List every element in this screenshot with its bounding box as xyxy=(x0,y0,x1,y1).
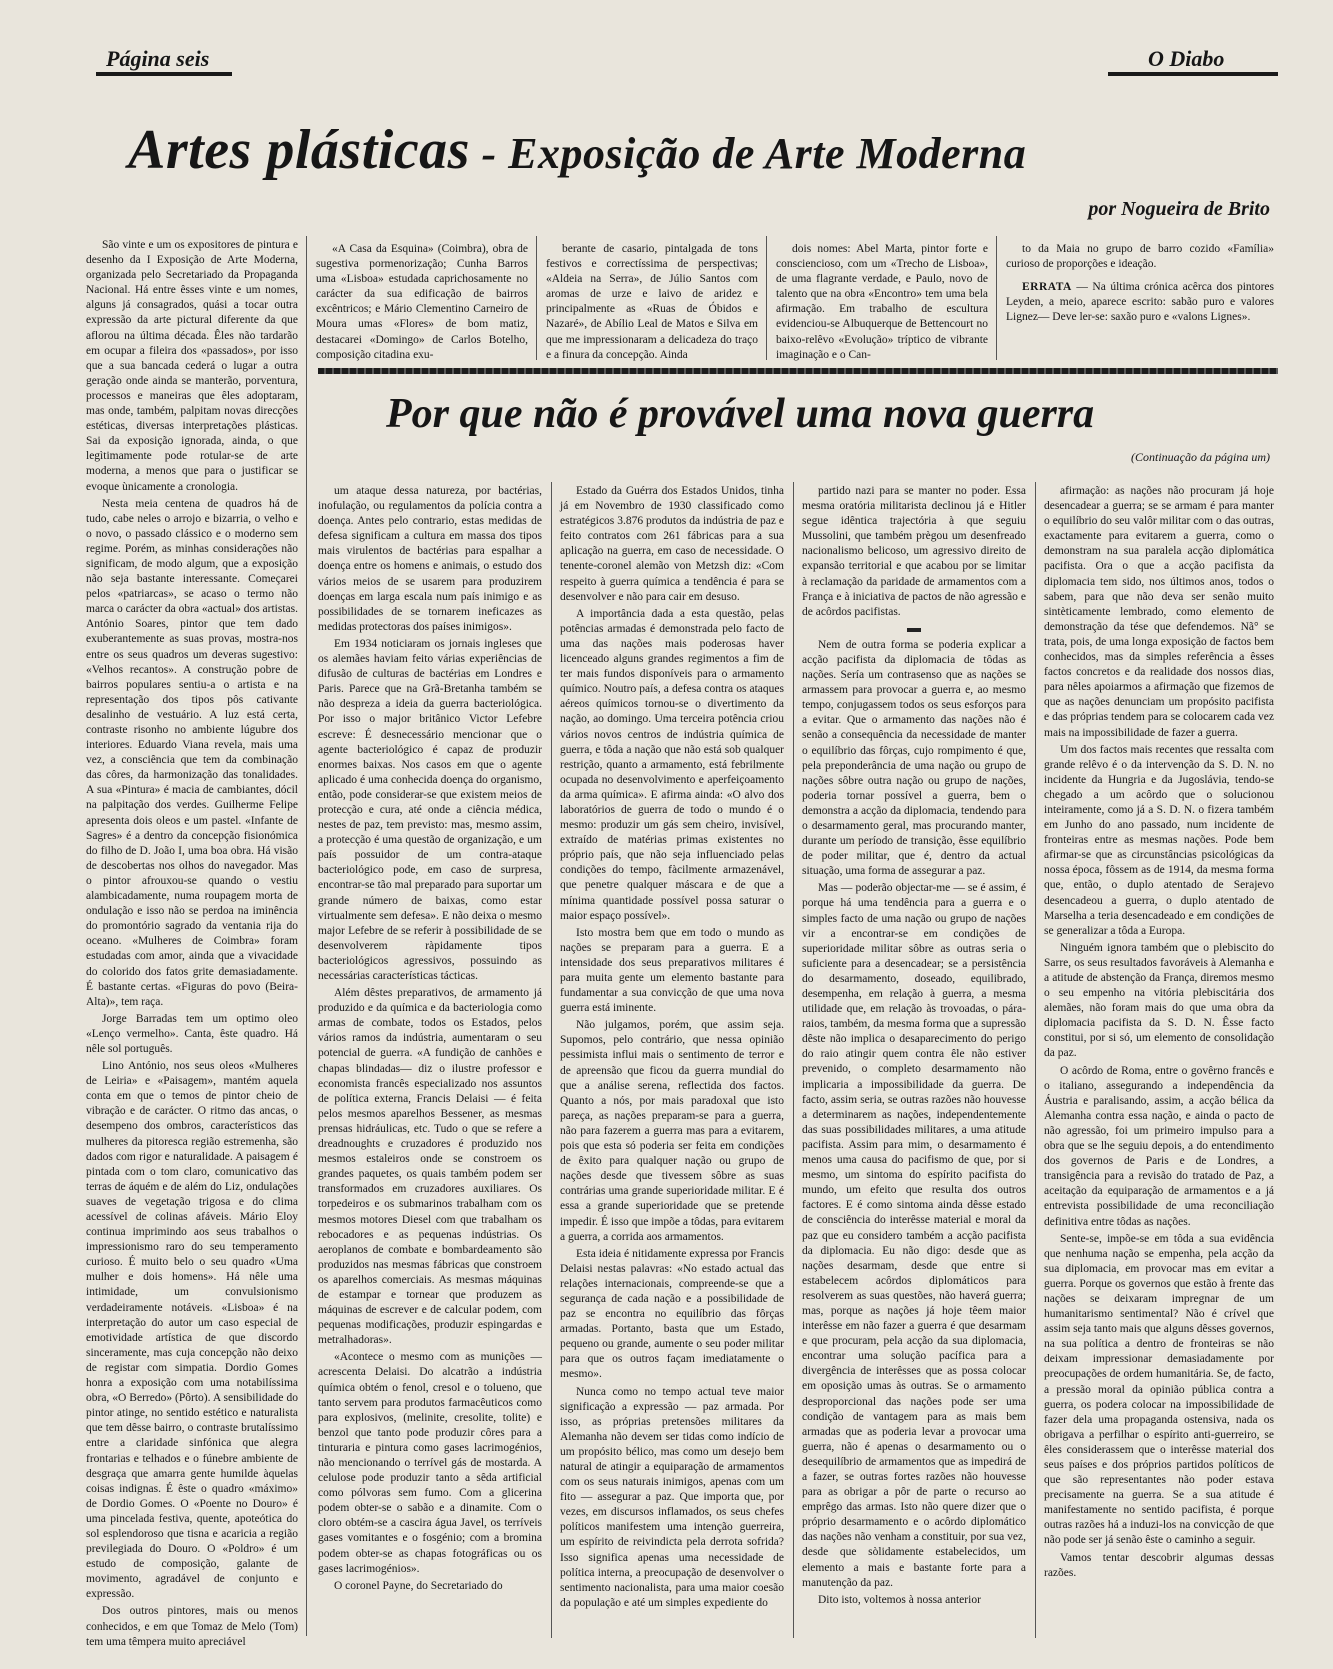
errata-label: ERRATA xyxy=(1022,281,1072,294)
article1-column-5 xyxy=(1006,242,1274,360)
paragraph: São vinte e um os expositores de pintura e desenho da I Exposição de Arte Moderna, organizada pelo Secretariado da Propaganda Nacional. Há entre êsses vinte e um nomes, alguns já consagrados, quási a tocar outra expressão da arte pictural diferente da que aflorou na última década. Êles não tardarão em ocupar a fileira dos «passados», por isso que a sua bancada cederá o lugar a outra geração onde ainda se manterão, porventura, processos e maneiras que êles adoptaram, mas onde, também, palpitam novas direcções estéticas, diversas interpretações plásticas. Sai da exposição ignorada, ainda, o que legìtimamente pode rotular-se de arte moderna, a menos que para o justificar se evoque ùnicamente a cronologia. xyxy=(86,239,298,493)
headline-sub: - Exposição de Arte Moderna xyxy=(469,129,1027,178)
column-divider xyxy=(1035,482,1036,1638)
continuation-note: (Continuação da página um) xyxy=(1131,450,1270,464)
paragraph: «A Casa da Esquina» (Coimbra), obra de sugestiva pormenorização; Cunha Barros uma «Lisboa» estudada caprichosamente no carácter da sua edificação de bairros excêntricos; e Mário Clementino Carneiro de Moura umas «Flores» de bom matiz, destacarei «Domingo» de Carlos Botelho, composição citadina exu- xyxy=(316,243,528,361)
paragraph: Isto mostra bem que em todo o mundo as nações se preparam para a guerra. E a intensidade dos seus preparativos militares é para muita gente um elemento bastante para fundamentar a sua convicção de que uma nova guerra está iminente. xyxy=(560,926,784,1015)
paragraph: Nunca como no tempo actual teve maior significação a expressão — paz armada. Por isso, as próprias pretensões militares da Alemanha não devem ser tidas como indício de um propósito bélico, mas como um desejo bem natural de atingir a equiparação de armamentos com os seus naturais inimigos, apenas com um fito — assegurar a paz. Que importa que, por vezes, em discursos inflamados, os seus chefes políticos manifestem uma intenção guerreira, um espírito de reivindicta pela derrota sofrida? Isso significa apenas uma necessidade de política interna, a preocupação de desenvolver o sentimento nacionalista, para uma maior coesão da população e até um simples expediente do xyxy=(560,1385,784,1609)
header-rule-right xyxy=(1108,72,1278,76)
column-divider xyxy=(306,236,307,1636)
article2-column-3 xyxy=(802,484,1026,1638)
header-rule-left xyxy=(96,72,232,76)
paragraph: berante de casario, pintalgada de tons festivos e correctíssima de perspectivas; «Aldeia na Serra», de Júlio Santos com aromas de urze e laivo de aridez e principalmente as «Ruas de Óbidos e Nazaré», de Abílio Leal de Matos e Silva em que me impressionaram a delicadeza do traço e a finura da concepção. Ainda xyxy=(546,243,758,361)
paragraph: partido nazi para se manter no poder. Essa mesma oratória militarista declinou já e Hitler segue idêntica trajectória à que seguiu Mussolini, que também prègou um desenfreado nacionalismo belicoso, um agressivo direito de expansão territorial e que acabou por se limitar à reclamação da paridade de armamentos com a França e à iniciativa de pactos de não agressão e de acôrdos pacifistas. xyxy=(802,485,1026,618)
paragraph: dois nomes: Abel Marta, pintor forte e consciencioso, com um «Trecho de Lisboa», de uma flagrante verdade, e Paulo, novo de talento que na obra «Encontro» tem uma bela afirmação. Em trabalho de escultura evidenciou-se Albuquerque de Bettencourt no baixo-relêvo «Evolução» tríptico de vibrante imaginação e o Can- xyxy=(776,243,988,361)
paragraph: Além dêstes preparativos, de armamento já produzido e da química e da bacteriologia como armas de combate, todos os Estados, pelos vários ramos da indústria, aumentaram o seu potencial de guerra. «A fundição de canhões e chapas blindadas— diz o ilustre professor e economista francês especializado nos assuntos de política externa, Francis Delaisi — é feita pelos mesmos aparelhos Bessener, as mesmas prensas hidráulicas, etc. Tudo o que se refere a dreadnoughts e cruzadores é produzido nos mesmos estaleiros onde se constroem os grandes paquetes, os quais também podem ser transformados em cruzadores auxiliares. Os torpedeiros e os submarinos trabalham com os mesmos motores Diesel com que trabalham os rebocadores e as pequenas indústrias. Os aeroplanos de combate e bombardeamento são produzidos nas mesmas fábricas que constroem os aparelhos comerciais. As mesmas máquinas de estampar e tornear que produzem as máquinas de escrever e de calcular podem, com pequenas modificações, produzir espingardas e metralhadoras». xyxy=(318,987,542,1347)
article1-column-4 xyxy=(776,242,988,361)
paragraph: A importância dada a esta questão, pelas potências armadas é demonstrada pelo facto de uma das nações mais poderosas haver licenceado alguns grandes regimentos a fim de ter mais fundos disponíveis para o armamento químico. Noutro país, a defesa contra os ataques aéreos químicos tornou-se o divertimento da nação, ao domingo. Uma terceira potência criou vários novos centros de indústria química de guerra, e tôda a nação que não está sob qualquer restrição, quanto a armamento, está febrilmente ocupada no desenvolvimento e aperfeiçoamento da arma química». E afirma ainda: «O alvo dos laboratórios de guerra de todo o mundo é o mesmo: produzir um gás sem cheiro, invisível, extraído de matérias primas existentes no próprio país, que não seja influenciado pelas condições do tempo, fàcilmente armazenável, que penetre qualquer máscara e de que a mínima quantidade possível possa saturar o maior espaço possível». xyxy=(560,607,784,922)
paragraph: O coronel Payne, do Secretariado do xyxy=(334,1579,503,1592)
paragraph: Lino António, nos seus oleos «Mulheres de Leiria» e «Paisagem», mantém aquela conta em que o temos de pintor cheio de vibração e de carácter. O ritmo das ancas, o desempeno dos ombros, característicos das mulheres da pitoresca região estremenha, são dados com rigor e naturalidade. A paisagem é pintada com o tom claro, comunicativo das terras de áquém e de além do Liz, ondulações suaves de vegetação trigosa e do clima acessível de colinas afáveis. Mário Eloy continua imprimindo aos seus trabalhos o impressionismo raro do seu temperamento curioso. É muito belo o seu quadro «Uma mulher e dois homens». Há nêle uma intimidade, um convulsionismo verdadeiramente notáveis. «Lisboa» é na interpretação do autor um caso especial de emotividade artística de que discordo sinceramente, mas cuja concepção não deixo de registar com simpatia. Dordio Gomes honra a exposição com uma notabilíssima obra, «O Berredo» (Pôrto). A sensibilidade do pintor atinge, no sentido estético e naturalista que tem dêsse bairro, o contraste brutalíssimo entre a claridade sinfónica que alegra frontarias e telhados e o fúnebre ambiente de desgraça que amarra gente humilde àquelas coisas indignas. É êste o quadro «máximo» de Dordio Gomes. O «Poente no Douro» é uma pincelada festiva, quente, apoteótica do sol esplendoroso que tisna e acaricia a região previlegiada do Douro. O «Poldro» é um estudo de composição, galante de movimento, agradável de conjunto e expressão. xyxy=(86,1060,298,1601)
page-number-label: Página seis xyxy=(106,46,210,71)
section-separator-mark xyxy=(907,628,921,632)
paragraph: afirmação: as nações não procuram já hoje desencadear a guerra; se se armam é para manter o equilíbrio do seu valôr militar com o das outras, exactamente para evitarem a guerra, como o demonstram na sua paralela acção diplomática pacifista. Ora o que a acção pacifista da diplomacia tem sido, nos últimos anos, todos o sabem, para que não deva ser senão muito sintèticamente lembrado, como elemento de demonstração da tése que defendemos. Nã° se trata, pois, de uma longa exposição de factos bem conhecidos, mas da simples referência a êsses factos concretos e da realidade dos nossos dias, para nêles apoiarmos a afirmação que fizemos de que as nações denunciam um propósito pacifista e das próprias tendem para se colocarem cada vez mais na impossibilidade de fazer a guerra. xyxy=(1044,485,1274,739)
paragraph: O acôrdo de Roma, entre o govêrno francês e o italiano, assegurando a independência da Áustria e paralisando, assim, a acção bélica da Alemanha contra essa nação, e ainda o pacto de não agressão, foi um primeiro impulso para a obra que se lhe seguiu depois, a do entendimento dos governos de Paris e de Londres, a transigência para a revisão do tratado de Paz, a aceitação da equiparação de armamentos e a já entrevista possibilidade de uma reconciliação definitiva entre tôdas as nações. xyxy=(1044,1064,1274,1228)
masthead-title: O Diabo xyxy=(1148,46,1225,71)
paragraph: Sente-se, impõe-se em tôda a sua evidência que nenhuma nação se empenha, pela acção da sua diplomacia, em provocar mas em evitar a guerra. Porque os governos que estão à frente das nações se deixaram impregnar de um humanitarismo sentimental? Não é crível que assim seja tanto mais que alguns dêsses governos, na sua política a dentro de fronteiras se não deixam impressionar demasiadamente por preocupações de ordem humanitária. Se, de facto, a pressão moral da opinião pública contra a guerra, os podera colocar na impossibilidade de fazer dela uma propaganda ostensiva, nada os obrigava a perfilhar o espírito anti-guerreiro, se êles considerassem que o interêsse material dos seus países e dos próprios partidos políticos de que são representantes não poder estava precisamente na guerra. Se a sua atitude é manifestamente no sentido pacifista, é porque outras razões há a induzi-los na convicção de que não pode ser já senão êste o caminho a seguir. xyxy=(1044,1232,1274,1547)
column-divider xyxy=(793,482,794,1638)
paragraph: «Acontece o mesmo com as munições — acrescenta Delaisi. Do alcatrão a indústria química obtém o fenol, cresol e o tolueno, que tanto servem para produtos farmacêuticos como para explosivos, (melinite, cresolite, tolite) e benzol que tanto pode produzir côres para a tinturaria e pintura como gases lacrimogénios, não mencionando o terrível gás de mostarda. A celulose pode produzir tanto a sêda artificial como pólvoras sem fumo. Com a glicerina podem obter-se o sabão e a dinamite. Com o cloro obtém-se a cascira água Javel, os terríveis gases vomitantes e o fosgénio; com a bromina podem obter-se as chapas fotográficas ou os gases lacrimogénios». xyxy=(318,1351,542,1575)
paragraph: Dos outros pintores, mais ou menos conhecidos, e em que Tomaz de Melo (Tom) tem uma têmpera muito apreciável xyxy=(86,1605,298,1648)
column-divider xyxy=(536,236,537,360)
paragraph: Estado da Guérra dos Estados Unidos, tinha já em Novembro de 1930 classificado como estratégicos 3.876 produtos da indústria de paz e feito contratos com 261 fábricas para a sua aplicação na guerra, em caso de necessidade. O tenente-coronel alemão von Metzsh diz: «Com respeito à guerra química a tendência é para se desenvolver e não para cair em desuso. xyxy=(560,485,784,603)
article2-column-4 xyxy=(1044,484,1274,1638)
paragraph: to da Maia no grupo de barro cozido «Família» curioso de proporções e ideação. xyxy=(1006,243,1274,271)
section-divider-band xyxy=(318,368,1278,374)
paragraph: Jorge Barradas tem um optimo oleo «Lenço vermelho». Canta, êste quadro. Há nêle sol português. xyxy=(86,1012,298,1055)
paragraph: um ataque dessa natureza, por bactérias, inofulação, ou regulamentos da polícia contra a doença. Antes pelo contrario, estas medidas de defesa significam a cultura em massa dos tipos mais virulentos de bactérias para espalhar a doença entre os homens e animais, o estudo dos vários meios de se usarem para produzirem doenças em larga escala num país inimigo e as possibilidades de se tornarem ineficazes as medidas protectoras dos países inimigos». xyxy=(318,485,542,633)
paragraph: Em 1934 noticiaram os jornais ingleses que os alemães haviam feito várias experiências de difusão de culturas de bactérias em Londres e Paris. Parece que na Grã-Bretanha também se não despreza a ideia da guerra bacteriológica. Por isso o major britânico Victor Lefebre escreve: É desnecessário mencionar que o agente bacteriológico é capaz de produzir enormes baixas. Nos casos em que o agente aplicado é uma conhecida doença do organismo, então, pode considerar-se que existem meios de protecção e cura, até onde a ciência médica, nestes de paz, tem previsto: mas, mesmo assim, a protecção é uma questão de organização, e um país possuidor de um contra-ataque bacteriológico pode, em caso de surpresa, encontrar-se tão mal preparado para suportar um grande número de baixas, como estar virtualmente sem defesa». E não deixa o mesmo major Lefebre de se referir à possibilidade de se desenvolverem ràpidamente tipos bacteriológicos agressivos, possuindo as necessárias características tácticas. xyxy=(318,637,542,982)
article2-column-2 xyxy=(560,484,784,1638)
errata-text: — Na última crónica acêrca dos pintores Leyden, a meio, aparece escrito: sabão puro e valores Lignez— Deve ler-se: saxão puro e «valons Lignes». xyxy=(1006,281,1274,324)
headline-main: Artes plásticas xyxy=(128,119,470,181)
paragraph: Um dos factos mais recentes que ressalta com grande relêvo é o da intervenção da S. D. N. no incidente da Hungria e da Jugoslávia, tendo-se chegado a um acôrdo que o solucionou inteiramente, como já a S. D. N. o fizera também em Junho do ano passado, num incidente de fronteiras entre as mesmas nações. Pode bem afirmar-se que as circunstâncias psicológicas da nossa época, fôssem as de 1914, da mesma forma que, então, o duplo atentado de Serajevo desencadeou a guerra, o duplo atentado de Marselha a teria desencadeado e em condições de se generalizar a tôda a Europa. xyxy=(1044,743,1274,937)
paragraph: Dito isto, voltemos à nossa anterior xyxy=(818,1593,981,1606)
article1-column-1 xyxy=(86,238,299,1648)
article2-headline: Por que não é provável uma nova guerra xyxy=(386,391,1095,437)
article1-column-2 xyxy=(316,242,528,361)
column-divider xyxy=(996,236,997,360)
article1-column-3 xyxy=(546,242,758,361)
article2-column-1 xyxy=(318,484,542,1638)
column-divider xyxy=(766,236,767,360)
paragraph: Não julgamos, porém, que assim seja. Supomos, pelo contrário, que nessa opinião pessimista influi mais o sentimento de terror e de apreensão que ficou da guerra mundial do que a análise serena, reflectida dos factos. Quanto a nós, por mais paradoxal que isto pareça, as nações preparam-se para a guerra, não para fazerem a guerra mas para a evitarem, pois que esta só poderia ser feita em condições de êxito para qualquer nação ou grupo de nações desde que tivessem sôbre as suas contrárias uma grande superioridade militar. E é essa a grande superioridade que se pretende impedir. É isso que impõe a tôdas, para evitarem a guerra, a corrida aos armamentos. xyxy=(560,1019,784,1243)
article-headline xyxy=(128,108,1248,192)
paragraph: Mas — poderão objectar-me — se é assim, é porque há uma tendência para a guerra e o simples facto de uma nação ou grupo de nações vir a encontrar-se em condições de superioridade militar sôbre as outras seria o suficiente para a desencadear; se a persistência do desarmamento, doseado, equilibrado, desempenha, em relação à guerra, a mesma utilidade que, em relação às trovoadas, o pára-raios, também, da mesma forma que a supressão dêste não implica o desaparecimento do perigo do raio atingir quem contra êle não estiver prevenido, o completo desarmamento não implicaria a impossibilidade da guerra. De facto, assim seria, se outras razões não houvesse a determinarem as nações, independentemente das suas possibilidades militares, a uma atitude pacifista. Assim para mim, o desarmamento é menos uma causa do pacifismo de que, por si mesmo, um sintoma do espírito pacifista do mundo, um efeito que resulta dos outros factores. E é como sintoma ainda dêsse estado de consciência do interêsse material e moral da paz que eu considero também a acção pacifista da diplomacia. Eu não digo: desde que as nações desarmam, desde que entre si estabelecem acôrdos diplomáticos para resolverem as suas questões, não haverá guerra; mas, porque as nações já hoje têem maior interêsse em não fazer a guerra é que desarmam e que procuram, pela acção da sua diplomacia, encontrar uma solução pacífica para a divergência de interêsses que as possa colocar em oposição umas às outras. Se o armamento desproporcional das nações pode ser uma condição de vantagem para as mais bem armadas que as poderia levar a provocar uma guerra, não é apenas o desarmamento ou o desequilíbrio de armamentos que as impedirá de a fazer, se outras fortes razões não houvesse para as obrigar a pôr de parte o recurso ao emprêgo das armas. Isto não quere dizer que o próprio desarmamento e o acôrdo diplomático das nações não venham a constituir, por sua vez, desde que sòlidamente estabelecidos, um elemento a mais e bastante forte para a manutenção da paz. xyxy=(802,882,1026,1589)
column-divider xyxy=(551,482,552,1638)
paragraph: Vamos tentar descobrir algumas dessas razões. xyxy=(1044,1551,1274,1579)
paragraph: Nesta meia centena de quadros há de tudo, cabe neles o arrojo e bizarria, o velho e o novo, o passado clássico e o moderno sem regime. Porém, as minhas considerações não significam, de modo algum, que a exposição não seja bastante interessante. Começarei pelos «patriarcas», se acaso o termo não marca o carácter da obra «actual» dos artistas. António Soares, pintor que tem dado exuberantemente as suas provas, mostra-nos entre os seus quadros um deveras sugestivo: «Velhos recantos». A construção pobre de bairros populares sentiu-a o artista e na representação dos tipos pôs cativante desalinho de vestuário. A luz está certa, contraste risonho no ambiente lúgubre dos interiores. Eduardo Viana revela, mais uma vez, a consciência que tem da combinação das côres, da harmonização das tonalidades. A sua «Pintura» é macia de cambiantes, dócil na palpitação dos verdes. Guilherme Felipe apresenta dois oleos e um pastel. «Infante de Sagres» é a dentro da concepção fisionómica do filho de D. João I, uma boa obra. Há visão de descobertas nos olhos do navegador. Mas o pintor afrouxou-se quando o vestiu alambicadamente, numa roupagem morta de ondulação e isso não se perdoa na iminência do promontório sagrado da ventania rija do oceano. «Mulheres de Coimbra» foram estudadas com amor, ainda que a vivacidade do colorido dos fatos grite demasiadamente. É bastante certas. «Figuras do povo (Beira-Alta)», tem raça. xyxy=(86,497,299,1008)
paragraph: Esta ideia é nitidamente expressa por Francis Delaisi nestas palavras: «No estado actual das relações internacionais, compreende-se que a segurança de cada nação e a possibilidade de paz se encontra no equilíbrio das fôrças armadas. Portanto, basta que um Estado, pequeno ou grande, aumente o seu poder militar para que os outros façam imediatamente o mesmo». xyxy=(560,1247,784,1381)
paragraph: Ninguém ignora também que o plebiscito do Sarre, os seus resultados favoráveis à Alemanha e a atitude de abstenção da França, diremos mesmo o seu empenho na vitória plebiscitária dos alemães, não foram mais do que uma obra da diplomacia pacifista da S. D. N. Êsse facto constitui, por si só, um elemento de consolidação da paz. xyxy=(1044,941,1274,1060)
article-byline: por Nogueira de Brito xyxy=(1088,198,1270,220)
paragraph: Nem de outra forma se poderia explicar a acção pacifista da diplomacia de tôdas as nações. Sería um contrasenso que as nações se armassem para provocar a guerra e, ao mesmo tempo, conjugassem todos os seus esforços para a evitar. Que o armamento das nações não é senão a consequência da necessidade de manter o equilíbrio das fôrças, cujo rompimento é que, pela preponderância de uma nação ou grupo de nações sôbre outra nação ou grupo de nações, poderia tornar possível a guerra, bem o demonstra a acção da diplomacia, tendendo para o desarmamento geral, mas procurando manter, durante um período de transição, êsse equilíbrio de poder militar, que é, dentro da actual situação, uma forma de assegurar a paz. xyxy=(802,638,1026,878)
